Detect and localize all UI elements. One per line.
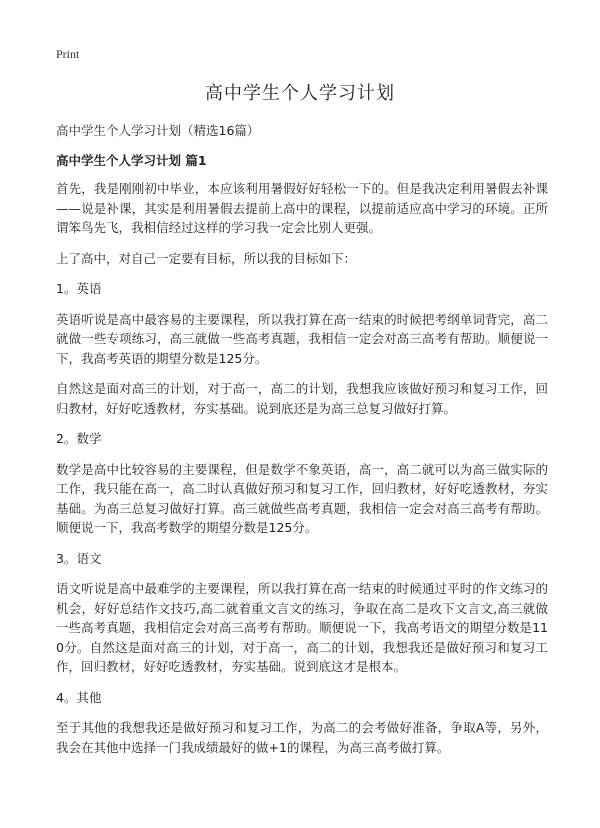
paragraph-other-plan: 至于其他的我想我还是做好预习和复习工作，为高二的会考做好准备，争取A等，另外，我会在其他中选择一门我成绩最好的做+1的课程，为高三高考做打算。 — [56, 720, 548, 755]
subheading-other: 4。其他 — [56, 689, 102, 705]
document-body — [56, 179, 548, 768]
document-subtitle: 高中学生个人学习计划（精选16篇） — [56, 123, 260, 138]
paragraph-intro: 首先，我是刚刚初中毕业，本应该利用暑假好好轻松一下的。但是我决定利用暑假去补课——说是补课，其实是利用暑假去提前上高中的课程，以提前适应高中学习的环境。正所谓笨鸟先飞，我相信经过这样的学习我一定会比别人更强。 — [56, 181, 548, 235]
print-link[interactable]: Print — [56, 47, 80, 61]
paragraph-english-plan: 英语听说是高中最容易的主要课程，所以我打算在高一结束的时候把考纲单词背完，高二就做一些专项练习，高三就做一些高考真题，我相信一定会对高三高考有帮助。顺便说一下，我高考英语的期望分数是125分。 — [56, 311, 548, 366]
section-heading: 高中学生个人学习计划 篇1 — [56, 153, 207, 168]
paragraph-chinese-plan: 语文听说是高中最难学的主要课程，所以我打算在高一结束的时候通过平时的作文练习的机会，好好总结作文技巧,高二就着重文言文的练习，争取在高二是攻下文言文,高三就做一些高考真题，我相信定会对高三高考有帮助。顺便说一下，我高考语文的期望分数是110分。自然这是面对高三的计划，对于高一，高二的计划，我想我还是做好预习和复习工作，回归教材，好好吃透教材，夯实基础。说到底这才是根本。 — [56, 581, 548, 674]
paragraph-goals-intro: 上了高中，对自己一定要有目标，所以我的目标如下： — [56, 250, 357, 266]
subheading-english: 1。英语 — [56, 281, 102, 296]
subheading-chinese: 3。语文 — [56, 550, 102, 566]
paragraph-math-plan: 数学是高中比较容易的主要课程，但是数学不象英语，高一，高二就可以为高三做实际的工作，我只能在高一，高二时认真做好预习和复习工作，回归教材，好好吃透教材，夯实基础。为高三总复习做好打算。高三就做些高考真题，我相信一定会对高三高考有帮助。顺便说一下，我高考数学的期望分数是125分。 — [56, 461, 548, 535]
page-title: 高中学生个人学习计划 — [205, 83, 395, 104]
paragraph-english-early-years: 自然这是面对高三的计划，对于高一，高二的计划，我想我应该做好预习和复习工作，回归教材，好好吃透教材，夯实基础。说到底还是为高三总复习做好打算。 — [56, 381, 548, 416]
subheading-math: 2。数学 — [56, 431, 102, 446]
